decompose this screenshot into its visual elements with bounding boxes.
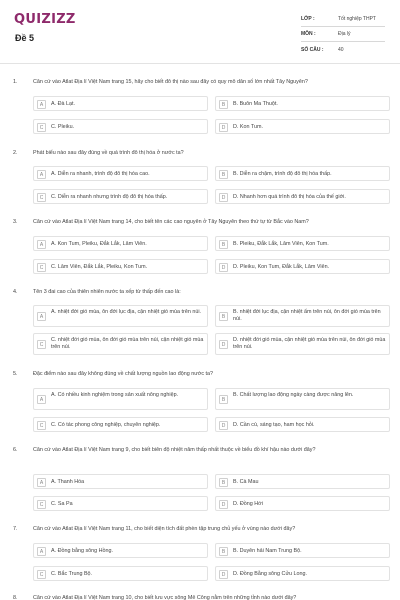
option-text: C. Sa Pa	[51, 501, 73, 507]
option-letter: D	[219, 570, 228, 579]
option-text: C. Bắc Trung Bộ.	[51, 571, 93, 577]
option-a[interactable]	[33, 305, 208, 327]
option-text: C. Lâm Viên, Đắk Lắk, Pleiku, Kon Tum.	[51, 264, 148, 270]
option-d[interactable]	[215, 496, 390, 511]
option-text: A. Đồng bằng sông Hồng.	[51, 548, 114, 554]
option-a[interactable]	[33, 96, 208, 111]
option-letter: B	[219, 170, 228, 179]
option-letter: A	[37, 240, 46, 249]
option-b[interactable]	[215, 388, 390, 410]
option-letter: B	[219, 478, 228, 487]
question-number: 6.	[13, 447, 18, 453]
option-b[interactable]	[215, 305, 390, 327]
option-c[interactable]	[33, 259, 208, 274]
option-text: D. Nhanh hơn quá trình đô thị hóa của thế giới.	[233, 194, 346, 200]
option-text: D. Đồng Bằng sông Cửu Long.	[233, 571, 308, 577]
question-number: 2.	[13, 150, 18, 156]
question-number: 5.	[13, 371, 18, 377]
quizizz-logo: QUIZIZZ	[14, 12, 76, 27]
meta-label: MÔN :	[301, 31, 316, 37]
meta-label: SỐ CÂU :	[301, 46, 324, 53]
page-title: Đề 5	[15, 33, 35, 43]
option-letter: B	[219, 547, 228, 556]
option-letter: A	[37, 395, 46, 404]
option-d[interactable]	[215, 259, 390, 274]
option-letter: A	[37, 312, 46, 321]
option-letter: B	[219, 240, 228, 249]
question-text: Căn cứ vào Atlat Địa lí Việt Nam trang 11, cho biết diện tích đất phèn tập trung chủ yếu ở vùng nào dưới đây?	[33, 526, 296, 532]
option-d[interactable]	[215, 566, 390, 581]
option-letter: D	[219, 421, 228, 430]
option-a[interactable]	[33, 388, 208, 410]
option-text: D. Đồng Hới	[233, 501, 263, 507]
option-text: B. nhiệt đới lục địa, cận nhiệt ẩm trên núi, ôn đới gió mùa trên núi.	[233, 309, 381, 322]
option-b[interactable]	[215, 474, 390, 489]
question-text: Tên 3 đai cao của thiên nhiên nước ta xếp từ thấp đến cao là:	[33, 289, 181, 295]
option-letter: D	[219, 263, 228, 272]
option-text: B. Diễn ra chậm, trình độ đô thị hóa thấp.	[233, 171, 332, 177]
option-text: A. Thanh Hóa	[51, 479, 85, 485]
option-c[interactable]	[33, 496, 208, 511]
option-text: D. Kon Tum.	[233, 124, 263, 130]
meta-label: LỚP :	[301, 16, 315, 22]
meta-value: 40	[338, 46, 344, 53]
meta-value: Tốt nghiệp THPT	[338, 16, 376, 22]
option-letter: C	[37, 193, 46, 202]
option-text: C. Có tác phong công nghiệp, chuyên nghiệp.	[51, 422, 161, 428]
option-a[interactable]	[33, 474, 208, 489]
option-letter: A	[37, 478, 46, 487]
question-text: Căn cứ vào Atlat Địa lí Việt Nam trang 9, cho biết biên độ nhiệt năm thấp nhất thuộc về biểu đồ khí hậu nào dưới đây?	[33, 447, 316, 453]
option-letter: C	[37, 570, 46, 579]
option-text: D. Pleiku, Kon Tum, Đắk Lắk, Lâm Viên.	[233, 264, 330, 270]
option-d[interactable]	[215, 189, 390, 204]
option-c[interactable]	[33, 189, 208, 204]
option-c[interactable]	[33, 566, 208, 581]
meta-row-subject	[301, 27, 385, 42]
option-text: D. Cần cù, sáng tạo, ham học hỏi.	[233, 422, 315, 428]
meta-row-count	[301, 42, 385, 57]
option-letter: C	[37, 263, 46, 272]
option-letter: D	[219, 340, 228, 349]
option-a[interactable]	[33, 543, 208, 558]
option-letter: A	[37, 547, 46, 556]
option-b[interactable]	[215, 166, 390, 181]
option-text: C. Diễn ra nhanh nhưng trình độ đô thị hóa thấp.	[51, 194, 168, 200]
question-text: Căn cứ vào Atlat Địa lí Việt Nam trang 10, cho biết lưu vực sông Mê Công nằm trên những tỉnh nào dưới đây?	[33, 595, 297, 600]
option-letter: D	[219, 193, 228, 202]
option-text: D. nhiệt đới gió mùa, cận nhiệt gió mùa trên núi, ôn đới gió mùa trên núi.	[233, 337, 386, 350]
option-text: B. Chất lượng lao động ngày càng được nâng lên.	[233, 392, 354, 398]
question-number: 3.	[13, 219, 18, 225]
header-divider	[0, 63, 400, 64]
meta-table	[301, 12, 385, 57]
option-letter: A	[37, 170, 46, 179]
option-a[interactable]	[33, 236, 208, 251]
option-c[interactable]	[33, 119, 208, 134]
option-letter: C	[37, 123, 46, 132]
option-c[interactable]	[33, 417, 208, 432]
option-letter: D	[219, 500, 228, 509]
option-a[interactable]	[33, 166, 208, 181]
question-text: Căn cứ vào Atlat Địa lí Việt Nam trang 14, cho biết tên các cao nguyên ở Tây Nguyên theo thứ tự từ Bắc vào Nam?	[33, 219, 309, 225]
meta-value: Địa lý	[338, 31, 351, 37]
question-text: Căn cứ vào Atlat Địa lí Việt Nam trang 15, hãy cho biết đô thị nào sau đây có quy mô dân số lớn nhất Tây Nguyên?	[33, 79, 308, 85]
option-c[interactable]	[33, 333, 208, 355]
option-letter: C	[37, 421, 46, 430]
question-number: 4.	[13, 289, 18, 295]
worksheet-header	[0, 0, 400, 60]
option-text: C. nhiệt đới gió mùa, ôn đới gió mùa trên núi, cận nhiệt gió mùa trên núi.	[51, 337, 204, 350]
option-letter: B	[219, 100, 228, 109]
option-b[interactable]	[215, 543, 390, 558]
question-text: Phát biểu nào sau đây đúng về quá trình đô thị hóa ở nước ta?	[33, 150, 184, 156]
option-text: A. Diễn ra nhanh, trình độ đô thị hóa cao.	[51, 171, 150, 177]
meta-row-class	[301, 12, 385, 27]
option-letter: B	[219, 312, 228, 321]
option-d[interactable]	[215, 417, 390, 432]
option-letter: A	[37, 100, 46, 109]
option-text: B. Buôn Ma Thuột.	[233, 101, 278, 107]
question-number: 7.	[13, 526, 18, 532]
option-letter: C	[37, 340, 46, 349]
option-text: A. nhiệt đới gió mùa, ôn đới lục địa, cận nhiệt gió mùa trên núi.	[51, 309, 202, 315]
option-text: B. Pleiku, Đắk Lắk, Lâm Viên, Kon Tum.	[233, 241, 329, 247]
option-text: C. Pleiku.	[51, 124, 75, 130]
option-text: A. Có nhiều kinh nghiệm trong sản xuất nông nghiệp.	[51, 392, 179, 398]
option-text: B. Duyên hải Nam Trung Bộ.	[233, 548, 302, 554]
option-text: A. Kon Tum, Pleiku, Đắk Lắk, Lâm Viên.	[51, 241, 147, 247]
option-b[interactable]	[215, 236, 390, 251]
question-number: 8.	[13, 595, 18, 600]
question-text: Đặc điểm nào sau đây không đúng về chất lượng nguồn lao động nước ta?	[33, 371, 214, 377]
option-d[interactable]	[215, 333, 390, 355]
option-text: A. Đà Lạt.	[51, 101, 75, 107]
option-d[interactable]	[215, 119, 390, 134]
option-letter: B	[219, 395, 228, 404]
option-letter: C	[37, 500, 46, 509]
option-b[interactable]	[215, 96, 390, 111]
option-text: B. Cà Mau	[233, 479, 259, 485]
option-letter: D	[219, 123, 228, 132]
question-number: 1.	[13, 79, 18, 85]
